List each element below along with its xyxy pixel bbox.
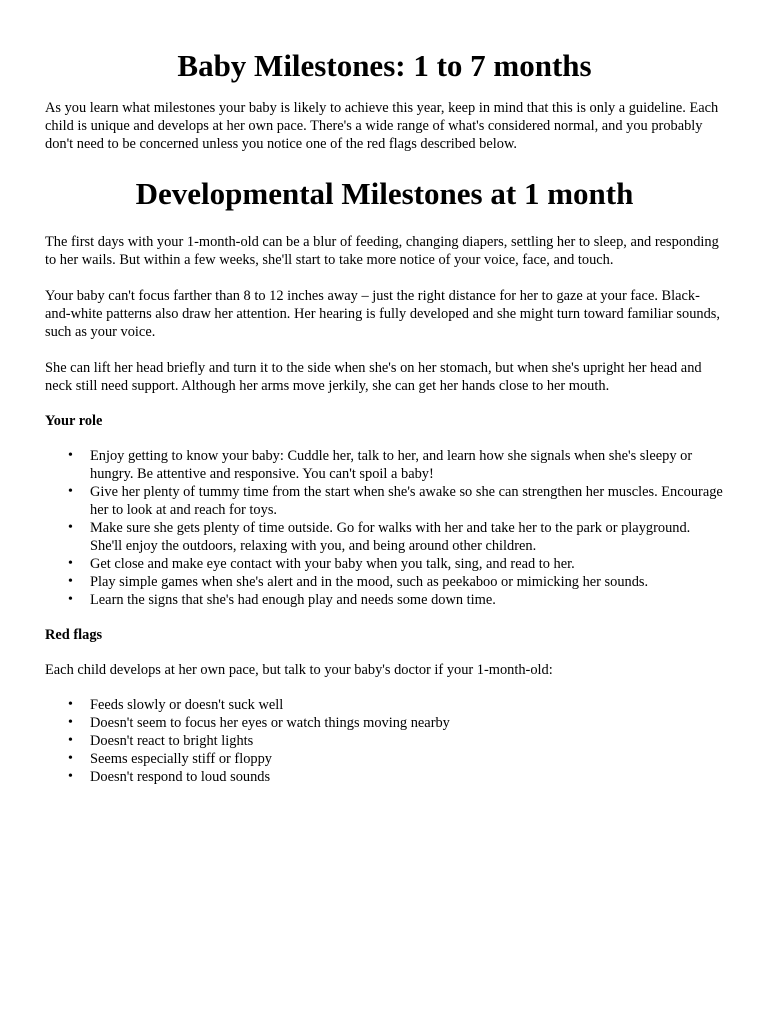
list-item	[68, 573, 724, 591]
list-item-text: Feeds slowly or doesn't suck well	[90, 697, 284, 713]
red-flags-heading: Red flags	[45, 627, 103, 643]
bullet-icon: •	[68, 448, 73, 463]
bullet-icon: •	[68, 484, 73, 499]
list-item	[68, 768, 724, 786]
red-flags-intro: Each child develops at her own pace, but talk to your baby's doctor if your 1-month-old:	[45, 662, 553, 678]
list-item	[68, 447, 724, 483]
list-item-text: Get close and make eye contact with your baby when you talk, sing, and read to her.	[90, 556, 575, 572]
red-flags-list	[45, 696, 724, 786]
list-item-text: Give her plenty of tummy time from the start when she's awake so she can strengthen her muscles. Encourage her to look at and reach for toys.	[90, 484, 723, 518]
list-item-text: Learn the signs that she's had enough play and needs some down time.	[90, 592, 496, 608]
your-role-heading: Your role	[45, 413, 103, 429]
page-title: Baby Milestones: 1 to 7 months	[177, 48, 592, 83]
body-paragraph: Your baby can't focus farther than 8 to 12 inches away – just the right distance for her to gaze at your face. Black-and-white patterns also draw her attention. Her hearing is fully developed and she might turn toward familiar sounds, such as your voice.	[45, 288, 720, 340]
bullet-icon: •	[68, 520, 73, 535]
bullet-icon: •	[68, 751, 73, 766]
list-item	[68, 696, 724, 714]
list-item	[68, 714, 724, 732]
bullet-icon: •	[68, 556, 73, 571]
bullet-icon: •	[68, 592, 73, 607]
bullet-icon: •	[68, 769, 73, 784]
bullet-icon: •	[68, 697, 73, 712]
bullet-icon: •	[68, 715, 73, 730]
body-paragraph: She can lift her head briefly and turn it to the side when she's on her stomach, but when she's upright her head and neck still need support. Although her arms move jerkily, she can get her hands close to her mouth.	[45, 360, 702, 394]
list-item-text: Seems especially stiff or floppy	[90, 751, 272, 767]
section-title: Developmental Milestones at 1 month	[135, 176, 634, 211]
list-item-text: Make sure she gets plenty of time outside. Go for walks with her and take her to the park or playground. She'll enjoy the outdoors, relaxing with you, and being around other children.	[90, 520, 691, 554]
list-item	[68, 483, 724, 519]
list-item-text: Doesn't seem to focus her eyes or watch things moving nearby	[90, 715, 450, 731]
list-item-text: Enjoy getting to know your baby: Cuddle her, talk to her, and learn how she signals when she's sleepy or hungry. Be attentive and responsive. You can't spoil a baby!	[90, 448, 693, 482]
intro-paragraph: As you learn what milestones your baby is likely to achieve this year, keep in mind that this is only a guideline. Each child is unique and develops at her own pace. There's a wide range of what's considered normal, and you probably don't need to be concerned unless you notice one of the red flags described below.	[45, 100, 719, 152]
list-item-text: Doesn't react to bright lights	[90, 733, 254, 749]
list-item-text: Play simple games when she's alert and in the mood, such as peekaboo or mimicking her sounds.	[90, 574, 649, 590]
list-item	[68, 591, 724, 609]
list-item	[68, 732, 724, 750]
bullet-icon: •	[68, 574, 73, 589]
list-item	[68, 519, 724, 555]
list-item	[68, 750, 724, 768]
body-paragraph: The first days with your 1-month-old can be a blur of feeding, changing diapers, settling her to sleep, and responding to her wails. But within a few weeks, she'll start to take more notice of your voice, face, and touch.	[45, 234, 719, 268]
role-list	[45, 447, 724, 609]
list-item-text: Doesn't respond to loud sounds	[90, 769, 271, 785]
list-item	[68, 555, 724, 573]
bullet-icon: •	[68, 733, 73, 748]
